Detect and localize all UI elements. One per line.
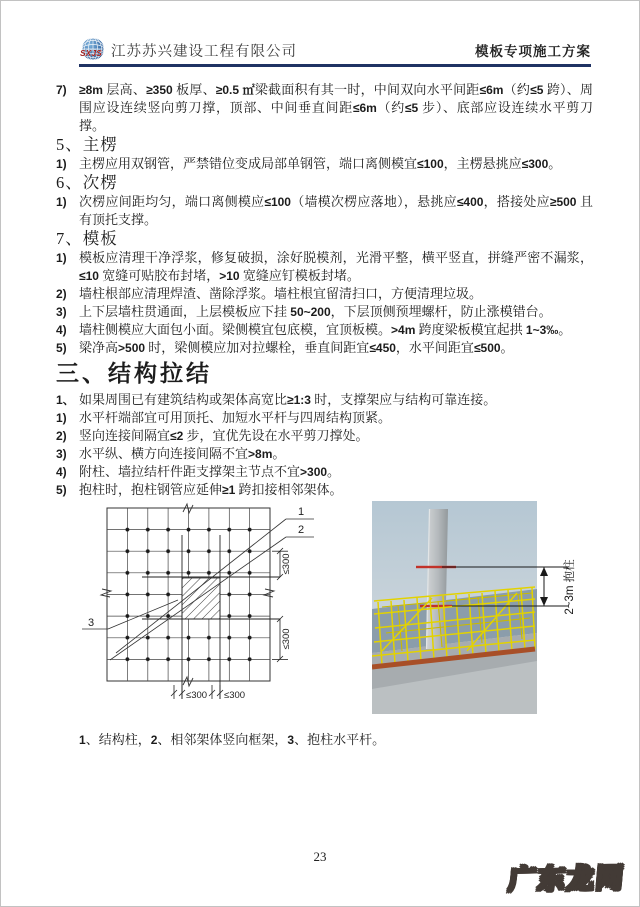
item-marker: 5): [56, 483, 67, 497]
item-marker: 3): [56, 447, 67, 461]
item-marker: 4): [56, 323, 67, 337]
dim-label-bottom-1: ≤300: [186, 690, 208, 701]
item-marker: 4): [56, 465, 67, 479]
list-item: [56, 303, 593, 321]
figure-photo: [372, 501, 587, 719]
section-heading-5: 5、主楞: [56, 135, 118, 154]
plan-drawing: [82, 501, 364, 716]
item-text: 附柱、墙拉结杆件距支撑架主节点不宜>300。: [79, 464, 341, 479]
list-item: [56, 321, 593, 339]
item-marker: 1): [56, 251, 67, 265]
item-text: 竖向连接间隔宜≤2 步，宜优先设在水平剪刀撑处。: [79, 428, 369, 443]
section-heading-7: 7、模板: [56, 229, 118, 248]
section-heading-6: 6、次楞: [56, 173, 118, 192]
leader-label-1: 1: [298, 506, 305, 518]
item-marker: 2): [56, 287, 67, 301]
item-marker: 5): [56, 341, 67, 355]
item-text: 水平杆端部宜可用顶托、加短水平杆与四周结构顶紧。: [79, 410, 392, 425]
item-text: 上下层墙柱贯通面，上层模板应下挂 50~200，下层顶侧预埋螺杆，防止涨模错台。: [79, 304, 552, 319]
arrow-up: [540, 567, 548, 576]
item-text: 梁净高>500 时，梁侧模应加对拉螺栓，垂直间距宜≤450，水平间距宜≤500。: [79, 340, 514, 355]
doc-title: 模板专项施工方案: [475, 44, 591, 59]
list-item: [56, 155, 593, 173]
list-item: [56, 193, 593, 229]
leader-label-3: 3: [88, 617, 95, 629]
chapter-heading: 三、结构拉结: [56, 361, 212, 386]
item-marker: 2): [56, 429, 67, 443]
list-item: [56, 463, 593, 481]
page-number: 23: [313, 849, 327, 864]
list-item: [56, 481, 593, 499]
list-item: [56, 249, 593, 285]
list-item: [56, 409, 593, 427]
item-marker: 3): [56, 305, 67, 319]
photo-dim-label: 2~3m 抱柱: [564, 559, 576, 615]
item-text: 模板应清理干净浮浆，修复破损，涂好脱模剂，光滑平整，横平竖直，拼缝严密不漏浆，≤10 宽缝可贴胶布封堵，>10 宽缝应钉模板封堵。: [79, 250, 593, 283]
arrow-down: [540, 597, 548, 606]
item-text: 墙柱根部应清理焊渣、凿除浮浆。墙柱根宜留清扫口，方便清理垃圾。: [79, 286, 483, 301]
figure-caption: 1、结构柱，2、相邻架体竖向框架，3、抱柱水平杆。: [79, 732, 386, 747]
list-item: [56, 427, 593, 445]
photo-3d: [372, 501, 587, 714]
item-marker: 1): [56, 157, 67, 171]
item-marker: 7): [56, 83, 67, 97]
document-body: [56, 81, 593, 749]
item-marker: 1): [56, 195, 67, 209]
list-item: [56, 445, 593, 463]
company-logo: [79, 37, 107, 63]
list-item: [56, 81, 593, 135]
page-header: [79, 37, 591, 63]
column-hatch: [182, 578, 220, 619]
leader-label-2: 2: [298, 524, 305, 536]
item-text: 次楞应间距均匀，端口离侧模应≤100（墙模次楞应落地），悬挑应≤400，搭接处应≥500 且有顶托支撑。: [79, 194, 593, 227]
item-text: 抱柱时，抱柱钢管应延伸≥1 跨扣接相邻架体。: [79, 482, 343, 497]
dim-label-right-bottom: ≤300: [281, 628, 292, 650]
company-name: 江苏苏兴建设工程有限公司: [111, 43, 297, 60]
item-text: 水平纵、横方向连接间隔不宜>8m。: [79, 446, 286, 461]
list-item: [56, 339, 593, 357]
item-text: 主楞应用双钢管，严禁错位变成局部单钢管，端口离侧模宜≤100，主楞悬挑应≤300。: [79, 156, 562, 171]
item-text: 如果周围已有建筑结构或架体高宽比≥1:3 时，支撑架应与结构可靠连接。: [79, 392, 497, 407]
logo-text: SXJS: [80, 48, 102, 58]
item-text: ≥8m 层高、≥350 板厚、≥0.5 ㎡梁截面积有其一时，中间双向水平间距≤6m（约≤5 跨）、周围应设连续竖向剪刀撑，顶部、中间垂直间距≤6m（约≤5 步）、底部应设连续水平剪刀撑。: [79, 82, 593, 133]
dim-label-bottom-2: ≤300: [224, 690, 246, 701]
item-marker: 1): [56, 411, 67, 425]
figure-plan: [82, 501, 364, 721]
dim-label-right-top: ≤300: [281, 553, 292, 575]
figure-row: [56, 501, 593, 721]
item-marker: 1、: [56, 393, 75, 407]
list-item: [56, 391, 593, 409]
globe-logo-icon: [79, 37, 107, 63]
list-item: [56, 285, 593, 303]
header-rule: [79, 64, 591, 67]
watermark: 广东龙网: [507, 862, 627, 897]
item-text: 墙柱侧模应大面包小面。梁侧模宜包底模，宜顶板模。>4m 跨度梁板模宜起拱 1~3‰。: [79, 322, 572, 337]
